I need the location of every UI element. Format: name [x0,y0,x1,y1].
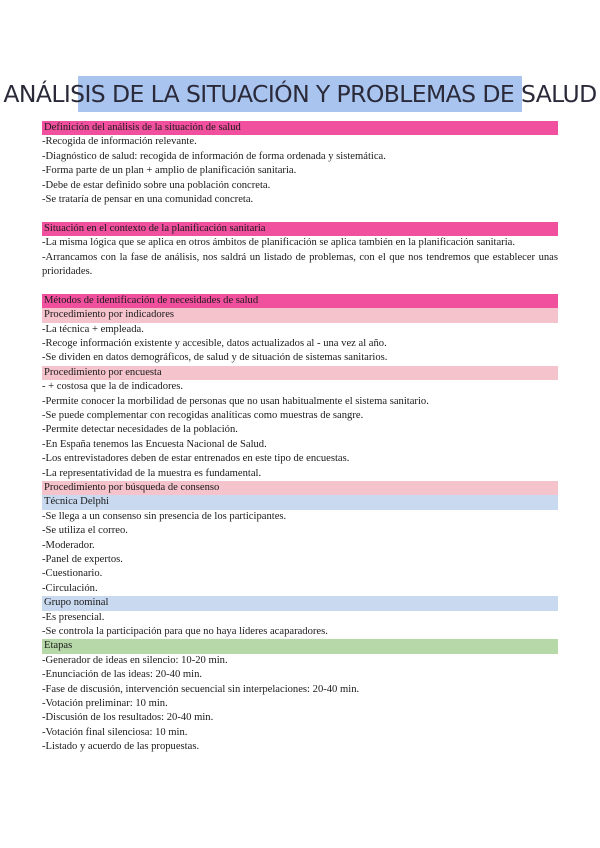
paragraph: -Arrancamos con la fase de análisis, nos saldrá un listado de problemas, con el que nos tendremos que establecer unas prioridades. [42,251,558,278]
list-item: -Se llega a un consenso sin presencia de los participantes. [42,510,287,522]
list-item: -Se controla la participación para que no haya líderes acaparadores. [42,626,328,638]
list-item: - + costosa que la de indicadores. [42,381,183,393]
list-item: -La representatividad de la muestra es fundamental. [42,467,262,479]
list-item: -En España tenemos las Encuesta Nacional de Salud. [42,438,267,450]
list-item: -Permite conocer la morbilidad de personas que no usan habitualmente el sistema sanitario. [42,395,429,407]
subheading-delphi: Técnica Delphi [42,495,558,509]
list-item: -Permite detectar necesidades de la población. [42,424,238,436]
page-title: ANÁLISIS DE LA SITUACIÓN Y PROBLEMAS DE SALUD [78,76,522,112]
list-item: -Discusión de los resultados: 20-40 min. [42,712,214,724]
document-content [42,121,558,755]
list-item: -Se dividen en datos demográficos, de salud y de situación de sistemas sanitarios. [42,352,388,364]
list-item: -Circulación. [42,582,98,594]
list-item: -Debe de estar definido sobre una población concreta. [42,179,271,191]
list-item: -Votación final silenciosa: 10 min. [42,726,188,738]
list-item: -Los entrevistadores deben de estar entrenados en este tipo de encuestas. [42,453,350,465]
list-item: -Panel de expertos. [42,554,123,566]
subheading-etapas: Etapas [42,639,558,653]
list-item: -Enunciación de las ideas: 20-40 min. [42,669,203,681]
list-item: -Listado y acuerdo de las propuestas. [42,741,200,753]
list-item: -Generador de ideas en silencio: 10-20 min. [42,654,228,666]
list-item: -Forma parte de un plan + amplio de planificación sanitaria. [42,165,297,177]
spacer [42,207,558,221]
list-item: -Es presencial. [42,611,105,623]
list-item: -Se puede complementar con recogidas analíticas como muestras de sangre. [42,410,364,422]
subheading-grupo-nominal: Grupo nominal [42,596,558,610]
list-item: -Votación preliminar: 10 min. [42,698,168,710]
list-item: -Se trataría de pensar en una comunidad concreta. [42,194,254,206]
subheading-encuesta: Procedimiento por encuesta [42,366,558,380]
list-item: -La técnica + empleada. [42,323,144,335]
list-item: -Recogida de información relevante. [42,136,197,148]
spacer [42,279,558,293]
section-heading-metodos: Métodos de identificación de necesidades de salud [42,294,558,308]
list-item: -Recoge información existente y accesible, datos actualizados al - una vez al año. [42,338,387,349]
list-item: -Diagnóstico de salud: recogida de información de forma ordenada y sistemática. [42,150,386,162]
list-item: -Se utiliza el correo. [42,525,128,537]
list-item: -Moderador. [42,539,95,551]
list-item: -Fase de discusión, intervención secuencial sin interpelaciones: 20-40 min. [42,683,360,695]
subheading-consenso: Procedimiento por búsqueda de consenso [42,481,558,495]
section-heading-definicion: Definición del análisis de la situación de salud [42,121,558,135]
subheading-indicadores: Procedimiento por indicadores [42,308,558,322]
section-heading-situacion: Situación en el contexto de la planificación sanitaria [42,222,558,236]
paragraph: -La misma lógica que se aplica en otros ámbitos de planificación se aplica también en la planificación sanitaria. [42,237,516,249]
list-item: -Cuestionario. [42,568,103,580]
